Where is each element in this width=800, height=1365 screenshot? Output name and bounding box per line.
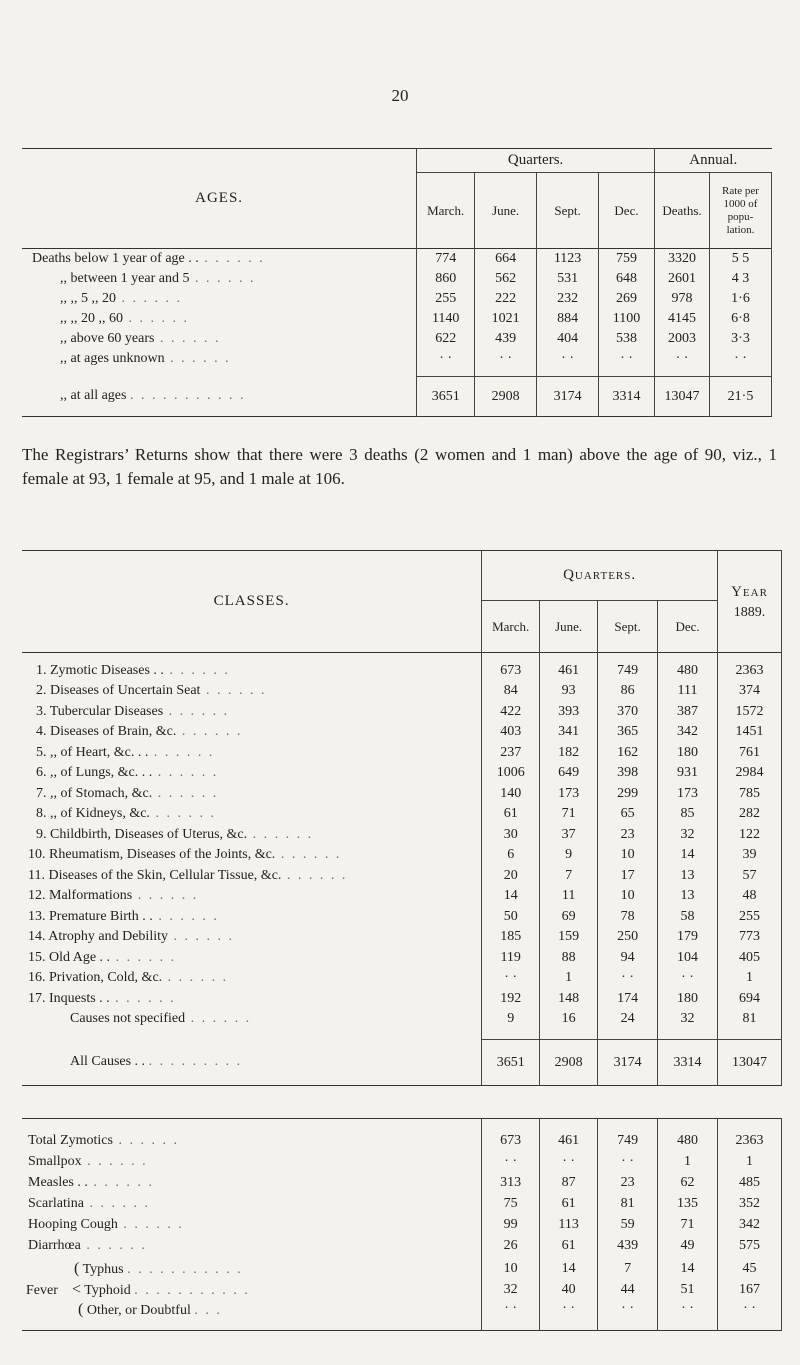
year-cell: 694 [718, 989, 782, 1010]
dec-cell: 71 [658, 1215, 718, 1236]
march-cell: 422 [482, 702, 540, 723]
sept-cell: 232 [537, 289, 599, 309]
row-label: ,, between 1 year and 5 . . . . . . [22, 269, 417, 289]
row-label: Deaths below 1 year of age . . . . . . . . [22, 249, 417, 269]
year-cell: 81 [718, 1009, 782, 1030]
row-label: 11. Diseases of the Skin, Cellular Tissue, &c. . . . . . . [22, 866, 482, 887]
june-cell: 14 [540, 1259, 598, 1280]
year-cell: 342 [718, 1215, 782, 1236]
march-cell: 99 [482, 1215, 540, 1236]
zymotic-row [22, 1173, 782, 1194]
ages-row [22, 349, 772, 369]
june-cell: 562 [475, 269, 537, 289]
march-header: March. [482, 601, 540, 653]
deaths-cell: 3320 [655, 249, 710, 269]
sept-cell: · · [598, 968, 658, 989]
year-cell: 1 [718, 968, 782, 989]
june-cell: 1021 [475, 309, 537, 329]
march-cell: 3651 [417, 377, 475, 417]
rate-cell: 6·8 [709, 309, 771, 329]
june-header: June. [540, 601, 598, 653]
march-cell: 9 [482, 1009, 540, 1030]
row-label: 9. Childbirth, Diseases of Uterus, &c. . . . . . . [22, 825, 482, 846]
june-cell: 461 [540, 1131, 598, 1152]
march-cell: 6 [482, 845, 540, 866]
june-cell: 61 [540, 1236, 598, 1257]
march-cell: 403 [482, 722, 540, 743]
march-cell: 32 [482, 1280, 540, 1301]
zymotic-table [22, 1118, 782, 1331]
sept-cell: · · [598, 1301, 658, 1331]
june-cell: 7 [540, 866, 598, 887]
deaths-cell: 978 [655, 289, 710, 309]
class-row [22, 681, 782, 702]
dec-cell: 104 [658, 948, 718, 969]
march-cell: 50 [482, 907, 540, 928]
dec-cell: 480 [658, 1131, 718, 1152]
sept-cell: 81 [598, 1194, 658, 1215]
june-cell: 71 [540, 804, 598, 825]
june-cell: 37 [540, 825, 598, 846]
dec-cell: 13 [658, 886, 718, 907]
deaths-cell: 13047 [655, 377, 710, 417]
june-cell: · · [540, 1152, 598, 1173]
row-label: Measles . . . . . . . . [22, 1173, 482, 1194]
year-cell: 39 [718, 845, 782, 866]
class-row [22, 804, 782, 825]
row-label: 17. Inquests . . . . . . . . [22, 989, 482, 1010]
march-cell: 61 [482, 804, 540, 825]
ages-header: AGES. [22, 149, 417, 249]
ages-row [22, 269, 772, 289]
dec-cell: 14 [658, 1259, 718, 1280]
june-cell: 40 [540, 1280, 598, 1301]
dec-cell: 173 [658, 784, 718, 805]
row-label: Total Zymotics . . . . . . [22, 1131, 482, 1152]
june-cell: 439 [475, 329, 537, 349]
class-row [22, 661, 782, 682]
dec-cell: 180 [658, 989, 718, 1010]
row-label: ( Typhus . . . . . . . . . . . [22, 1259, 482, 1280]
row-label: ,, at ages unknown . . . . . . [22, 349, 417, 369]
year-cell: 405 [718, 948, 782, 969]
year-header: Year [718, 551, 782, 601]
dec-cell: 3314 [599, 377, 655, 417]
sept-cell: 94 [598, 948, 658, 969]
march-cell: 673 [482, 661, 540, 682]
row-label: 7. ,, of Stomach, &c. . . . . . . [22, 784, 482, 805]
sept-cell: · · [537, 349, 599, 369]
class-row [22, 743, 782, 764]
dec-cell: 1 [658, 1152, 718, 1173]
class-row [22, 866, 782, 887]
year-cell: 575 [718, 1236, 782, 1257]
dec-cell: 179 [658, 927, 718, 948]
zymotic-row [22, 1131, 782, 1152]
classes-header: CLASSES. [22, 551, 482, 653]
sept-cell: 749 [598, 661, 658, 682]
row-label: Causes not specified . . . . . . [22, 1009, 482, 1030]
annual-header: Annual. [655, 149, 772, 173]
march-cell: 622 [417, 329, 475, 349]
class-row [22, 989, 782, 1010]
class-row [22, 722, 782, 743]
row-label: ,, ,, 5 ,, 20 . . . . . . [22, 289, 417, 309]
march-header: March. [417, 173, 475, 249]
row-label: 3. Tubercular Diseases . . . . . . [22, 702, 482, 723]
march-cell: 192 [482, 989, 540, 1010]
class-row [22, 968, 782, 989]
sept-cell: 10 [598, 845, 658, 866]
sept-cell: 59 [598, 1215, 658, 1236]
march-cell: 30 [482, 825, 540, 846]
deaths-header: Deaths. [655, 173, 710, 249]
sept-cell: 86 [598, 681, 658, 702]
year-cell: 485 [718, 1173, 782, 1194]
sept-cell: 3174 [537, 377, 599, 417]
year-cell: 2984 [718, 763, 782, 784]
june-cell: 461 [540, 661, 598, 682]
row-label: Diarrhœa . . . . . . [22, 1236, 482, 1257]
dec-cell: 538 [599, 329, 655, 349]
class-row [22, 702, 782, 723]
class-row [22, 907, 782, 928]
march-cell: 313 [482, 1173, 540, 1194]
sept-cell: 1123 [537, 249, 599, 269]
sept-cell: 749 [598, 1131, 658, 1152]
year-cell: 773 [718, 927, 782, 948]
row-label: 6. ,, of Lungs, &c. . . . . . . . . [22, 763, 482, 784]
row-label: 8. ,, of Kidneys, &c. . . . . . . [22, 804, 482, 825]
row-label: 10. Rheumatism, Diseases of the Joints, &c. . . . . . . [22, 845, 482, 866]
zymotic-row [22, 1236, 782, 1257]
classes-table [22, 550, 782, 1086]
row-label: 16. Privation, Cold, &c. . . . . . . [22, 968, 482, 989]
dec-cell: 3314 [658, 1040, 718, 1086]
march-cell: 185 [482, 927, 540, 948]
rate-cell: · · [709, 349, 771, 369]
sept-cell: 299 [598, 784, 658, 805]
row-label: 2. Diseases of Uncertain Seat . . . . . . [22, 681, 482, 702]
dec-cell: · · [658, 968, 718, 989]
row-label: 12. Malformations . . . . . . [22, 886, 482, 907]
rate-cell: 5 5 [709, 249, 771, 269]
rate-header: Rate per 1000 of popu- lation. [709, 173, 771, 249]
year-cell: 2363 [718, 661, 782, 682]
ages-table [22, 148, 772, 417]
class-row [22, 845, 782, 866]
june-cell: · · [475, 349, 537, 369]
page-number: 20 [391, 86, 409, 105]
march-cell: 255 [417, 289, 475, 309]
dec-cell: 180 [658, 743, 718, 764]
zymotic-row [22, 1215, 782, 1236]
rate-cell: 3·3 [709, 329, 771, 349]
dec-cell: 58 [658, 907, 718, 928]
row-label: 1. Zymotic Diseases . . . . . . . . [22, 661, 482, 682]
sept-header: Sept. [537, 173, 599, 249]
dec-cell: 135 [658, 1194, 718, 1215]
row-label: Scarlatina . . . . . . [22, 1194, 482, 1215]
dec-cell: 342 [658, 722, 718, 743]
june-cell: 664 [475, 249, 537, 269]
sept-cell: 404 [537, 329, 599, 349]
sept-cell: 174 [598, 989, 658, 1010]
registrars-paragraph: The Registrars’ Returns show that there were 3 deaths (2 women and 1 man) above the age of 90, viz., 1 female at 93, 1 female at 95, and 1 male at 106. [22, 445, 777, 488]
sept-cell: 250 [598, 927, 658, 948]
year-cell: 57 [718, 866, 782, 887]
march-cell: 3651 [482, 1040, 540, 1086]
dec-cell: 480 [658, 661, 718, 682]
row-label: 13. Premature Birth . . . . . . . . [22, 907, 482, 928]
row-label: ,, ,, 20 ,, 60 . . . . . . [22, 309, 417, 329]
ages-row [22, 329, 772, 349]
march-cell: 1140 [417, 309, 475, 329]
quarters-header: Quarters. [482, 551, 718, 601]
class-row [22, 1009, 782, 1030]
year-cell: · · [718, 1301, 782, 1331]
row-label: Hooping Cough . . . . . . [22, 1215, 482, 1236]
sept-cell: 7 [598, 1259, 658, 1280]
june-cell: 182 [540, 743, 598, 764]
rate-cell: 21·5 [709, 377, 771, 417]
dec-cell: · · [658, 1301, 718, 1331]
dec-cell: 85 [658, 804, 718, 825]
march-cell: 14 [482, 886, 540, 907]
sept-cell: 23 [598, 825, 658, 846]
sept-cell: 531 [537, 269, 599, 289]
march-cell: 20 [482, 866, 540, 887]
class-row [22, 825, 782, 846]
deaths-cell: 2601 [655, 269, 710, 289]
sept-cell: 884 [537, 309, 599, 329]
year-cell: 255 [718, 907, 782, 928]
year-cell: 352 [718, 1194, 782, 1215]
june-cell: 393 [540, 702, 598, 723]
dec-cell: 62 [658, 1173, 718, 1194]
year-value-header: 1889. [718, 601, 782, 653]
march-cell: 84 [482, 681, 540, 702]
year-cell: 13047 [718, 1040, 782, 1086]
deaths-cell: 4145 [655, 309, 710, 329]
june-header: June. [475, 173, 537, 249]
march-cell: 237 [482, 743, 540, 764]
row-label: ,, above 60 years . . . . . . [22, 329, 417, 349]
june-cell: 16 [540, 1009, 598, 1030]
fever-row-3 [22, 1301, 782, 1331]
sept-cell: 65 [598, 804, 658, 825]
sept-cell: 10 [598, 886, 658, 907]
sept-cell: 78 [598, 907, 658, 928]
year-cell: 122 [718, 825, 782, 846]
dec-header: Dec. [658, 601, 718, 653]
dec-header: Dec. [599, 173, 655, 249]
row-label: 4. Diseases of Brain, &c. . . . . . . [22, 722, 482, 743]
quarters-header: Quarters. [417, 149, 655, 173]
sept-cell: 370 [598, 702, 658, 723]
rate-cell: 1·6 [709, 289, 771, 309]
dec-cell: 387 [658, 702, 718, 723]
row-label: Fever < Typhoid . . . . . . . . . . . [22, 1280, 482, 1301]
june-cell: 222 [475, 289, 537, 309]
zymotic-row [22, 1152, 782, 1173]
dec-cell: 32 [658, 825, 718, 846]
march-cell: · · [482, 1152, 540, 1173]
sept-cell: 3174 [598, 1040, 658, 1086]
fever-label: Fever [26, 1283, 58, 1298]
zymotic-row [22, 1194, 782, 1215]
march-cell: 75 [482, 1194, 540, 1215]
june-cell: 11 [540, 886, 598, 907]
ages-total-row [22, 377, 772, 417]
year-cell: 1572 [718, 702, 782, 723]
row-label: Smallpox . . . . . . [22, 1152, 482, 1173]
ages-row [22, 249, 772, 269]
dec-cell: 931 [658, 763, 718, 784]
row-label: ( Other, or Doubtful . . . [22, 1301, 482, 1331]
sept-cell: 44 [598, 1280, 658, 1301]
june-cell: 159 [540, 927, 598, 948]
classes-total-row [22, 1040, 782, 1086]
sept-cell: 23 [598, 1173, 658, 1194]
year-cell: 45 [718, 1259, 782, 1280]
class-row [22, 948, 782, 969]
june-cell: 341 [540, 722, 598, 743]
march-cell: 26 [482, 1236, 540, 1257]
dec-cell: 759 [599, 249, 655, 269]
ages-row [22, 289, 772, 309]
sept-cell: 439 [598, 1236, 658, 1257]
dec-cell: 648 [599, 269, 655, 289]
march-cell: 10 [482, 1259, 540, 1280]
year-cell: 48 [718, 886, 782, 907]
march-cell: 1006 [482, 763, 540, 784]
sept-header: Sept. [598, 601, 658, 653]
year-cell: 167 [718, 1280, 782, 1301]
june-cell: 69 [540, 907, 598, 928]
year-cell: 282 [718, 804, 782, 825]
june-cell: 88 [540, 948, 598, 969]
june-cell: 148 [540, 989, 598, 1010]
june-cell: 649 [540, 763, 598, 784]
fever-row-1 [22, 1259, 782, 1280]
deaths-cell: 2003 [655, 329, 710, 349]
deaths-cell: · · [655, 349, 710, 369]
sept-cell: 162 [598, 743, 658, 764]
june-cell: 61 [540, 1194, 598, 1215]
march-cell: 119 [482, 948, 540, 969]
june-cell: 2908 [540, 1040, 598, 1086]
ages-row [22, 309, 772, 329]
dec-cell: 1100 [599, 309, 655, 329]
june-cell: 173 [540, 784, 598, 805]
fever-row-2 [22, 1280, 782, 1301]
june-cell: 87 [540, 1173, 598, 1194]
march-cell: 140 [482, 784, 540, 805]
june-cell: 93 [540, 681, 598, 702]
march-cell: · · [482, 1301, 540, 1331]
march-cell: 774 [417, 249, 475, 269]
row-label: 5. ,, of Heart, &c. . . . . . . . . [22, 743, 482, 764]
dec-cell: 14 [658, 845, 718, 866]
year-cell: 2363 [718, 1131, 782, 1152]
dec-cell: · · [599, 349, 655, 369]
dec-cell: 13 [658, 866, 718, 887]
march-cell: · · [417, 349, 475, 369]
row-label: 14. Atrophy and Debility . . . . . . [22, 927, 482, 948]
june-cell: 1 [540, 968, 598, 989]
rate-cell: 4 3 [709, 269, 771, 289]
row-label: 15. Old Age . . . . . . . . [22, 948, 482, 969]
sept-cell: 365 [598, 722, 658, 743]
june-cell: 2908 [475, 377, 537, 417]
sept-cell: · · [598, 1152, 658, 1173]
row-label: All Causes . . . . . . . . . . . [22, 1040, 482, 1086]
class-row [22, 763, 782, 784]
dec-cell: 111 [658, 681, 718, 702]
row-label: ,, at all ages . . . . . . . . . . . [22, 377, 417, 417]
year-cell: 761 [718, 743, 782, 764]
sept-cell: 17 [598, 866, 658, 887]
march-cell: · · [482, 968, 540, 989]
march-cell: 860 [417, 269, 475, 289]
sept-cell: 398 [598, 763, 658, 784]
dec-cell: 32 [658, 1009, 718, 1030]
year-cell: 1451 [718, 722, 782, 743]
march-cell: 673 [482, 1131, 540, 1152]
class-row [22, 886, 782, 907]
dec-cell: 269 [599, 289, 655, 309]
class-row [22, 927, 782, 948]
year-cell: 374 [718, 681, 782, 702]
sept-cell: 24 [598, 1009, 658, 1030]
year-cell: 785 [718, 784, 782, 805]
june-cell: · · [540, 1301, 598, 1331]
class-row [22, 784, 782, 805]
year-cell: 1 [718, 1152, 782, 1173]
dec-cell: 49 [658, 1236, 718, 1257]
june-cell: 9 [540, 845, 598, 866]
june-cell: 113 [540, 1215, 598, 1236]
dec-cell: 51 [658, 1280, 718, 1301]
